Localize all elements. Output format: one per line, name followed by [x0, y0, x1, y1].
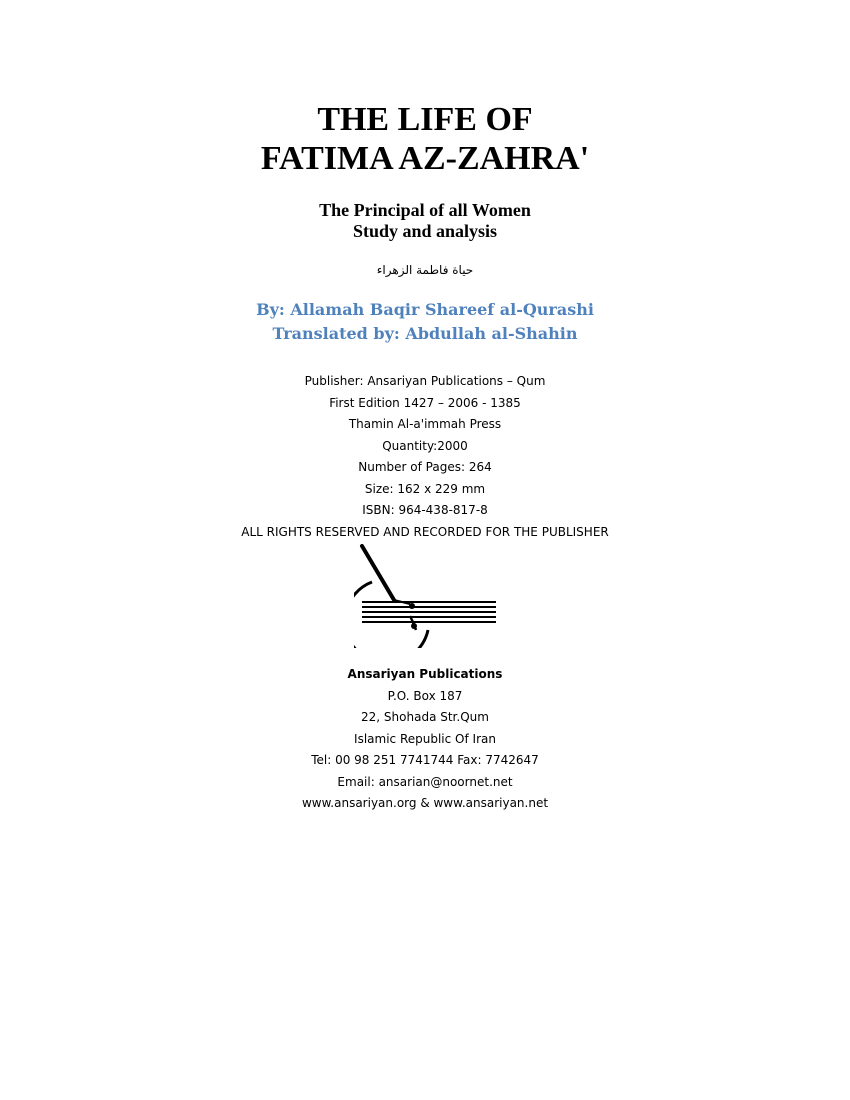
street-address: 22, Shohada Str.Qum — [361, 710, 489, 724]
book-title-line-1: THE LIFE OF — [317, 101, 533, 138]
isbn-line: ISBN: 964-438-817-8 — [362, 503, 488, 517]
quantity-line: Quantity:2000 — [382, 438, 468, 453]
edition-line: First Edition 1427 – 2006 - 1385 — [329, 395, 521, 410]
book-title-line-2: FATIMA AZ-ZAHRA' — [260, 140, 590, 177]
rights-line: ALL RIGHTS RESERVED AND RECORDED FOR THE PUBLISHER — [241, 524, 609, 539]
translator-credit: Translated by: Abdullah al-Shahin — [272, 324, 578, 343]
arabic-title: حياة فاطمة الزهراء — [376, 263, 474, 277]
email: Email: ansarian@noornet.net — [337, 774, 513, 789]
size-line: Size: 162 x 229 mm — [364, 481, 486, 496]
publisher-name: Ansariyan Publications — [347, 667, 503, 681]
websites: www.ansariyan.org & www.ansariyan.net — [301, 796, 549, 810]
po-box: P.O. Box 187 — [387, 688, 463, 703]
phone-fax: Tel: 00 98 251 7741744 Fax: 7742647 — [311, 753, 539, 767]
press-line: Thamin Al-a'immah Press — [348, 417, 502, 431]
subtitle-line-2: Study and analysis — [352, 221, 498, 241]
pages-line: Number of Pages: 264 — [358, 460, 492, 474]
author-credit: By: Allamah Baqir Shareef al-Qurashi — [256, 300, 594, 319]
subtitle-line-1: The Principal of all Women — [319, 200, 531, 220]
pen-and-book-logo-icon — [354, 544, 498, 648]
publisher-line: Publisher: Ansariyan Publications – Qum — [304, 374, 546, 388]
country: Islamic Republic Of Iran — [354, 731, 496, 746]
